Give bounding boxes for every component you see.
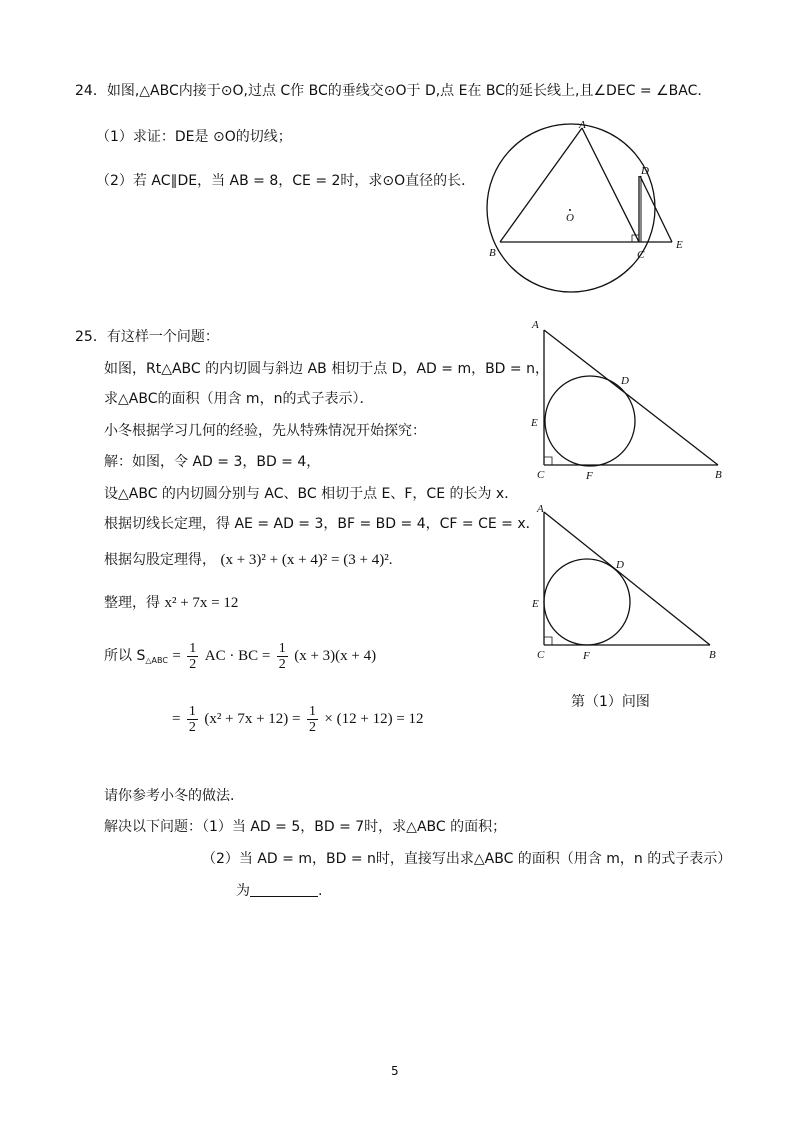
q25-line8	[104, 551, 392, 569]
q25-stem: 25．有这样一个问题：	[75, 329, 219, 345]
segment-ab	[544, 512, 710, 645]
segment-ac	[582, 128, 639, 242]
label-d: D	[621, 375, 629, 387]
label-a: A	[537, 503, 544, 515]
label-o: O	[566, 212, 574, 224]
label-d: D	[641, 165, 649, 177]
figure-caption: 第（1）问图	[571, 694, 650, 710]
fraction-half: $\frac{1}{2}$	[278, 640, 286, 672]
segment-ab	[500, 128, 582, 242]
label-e: E	[676, 239, 683, 251]
label-f: F	[583, 650, 590, 662]
label-b: B	[709, 649, 716, 661]
q24-figure	[480, 118, 710, 278]
q25-line9-math: x² + 7x = 12	[164, 595, 239, 611]
q25-line13: 解决以下问题：（1）当 AD = 5，BD = 7时，求△ABC 的面积；	[104, 819, 507, 835]
area-mid: AC · BC =	[204, 648, 271, 664]
label-e: E	[532, 598, 539, 610]
area2-eq: =	[172, 711, 181, 727]
circle-o	[487, 124, 655, 292]
q25-figure-bottom	[528, 500, 733, 670]
answer-prefix: 为	[236, 883, 250, 899]
q25-area-formula-2	[172, 703, 424, 735]
q24-stem: 24．如图,△ABC内接于⊙O,过点 C作 BC的垂线交⊙O于 D,点 E在 BC的延长线上,且∠DEC = ∠BAC.	[75, 83, 702, 99]
incircle	[545, 376, 635, 466]
fraction-half: $\frac{1}{2}$	[188, 703, 196, 735]
area-prefix: 所以 S	[104, 648, 146, 664]
area-eq: =	[172, 648, 181, 664]
area2-end: × (12 + 12) = 12	[324, 711, 424, 727]
page-number: 5	[391, 1064, 399, 1078]
right-angle-mark	[544, 457, 552, 465]
label-b: B	[715, 469, 722, 481]
q25-line2: 如图，Rt△ABC 的内切圆与斜边 AB 相切于点 D，AD = m，BD = n，	[104, 361, 549, 377]
q25-line9	[104, 594, 238, 612]
fraction-half: $\frac{1}{2}$	[308, 703, 316, 735]
q25-line14: （2）当 AD = m，BD = n时，直接写出求△ABC 的面积（用含 m，n 的式子表示）	[202, 851, 732, 867]
area-subscript: △ABC	[145, 656, 168, 665]
q25-line15	[236, 882, 322, 900]
label-a: A	[532, 319, 539, 331]
label-e: E	[531, 417, 538, 429]
answer-blank	[250, 882, 318, 897]
label-c: C	[537, 649, 545, 661]
q25-line3: 求△ABC的面积（用含 m，n的式子表示）．	[104, 391, 374, 407]
right-angle-mark	[544, 637, 552, 645]
q25-line9-text: 整理，得	[104, 595, 160, 611]
area-end: (x + 3)(x + 4)	[294, 648, 377, 664]
segment-ab	[544, 330, 718, 465]
segment-de	[640, 176, 672, 242]
area2-mid: (x² + 7x + 12) =	[204, 711, 301, 727]
label-b: B	[489, 247, 496, 259]
q25-line4: 小冬根据学习几何的经验，先从特殊情况开始探究：	[104, 423, 426, 439]
label-d: D	[616, 559, 624, 571]
label-c: C	[637, 249, 645, 261]
answer-suffix: .	[318, 883, 323, 899]
label-f: F	[586, 470, 593, 482]
q25-line8-text: 根据勾股定理得，	[104, 552, 216, 568]
label-a: A	[579, 119, 586, 131]
q25-line12: 请你参考小冬的做法.	[104, 788, 235, 804]
fraction-half: $\frac{1}{2}$	[189, 640, 197, 672]
q25-line6: 设△ABC 的内切圆分别与 AC、BC 相切于点 E、F，CE 的长为 x．	[104, 486, 519, 502]
q24-part1: （1）求证：DE是 ⊙O的切线；	[96, 129, 292, 145]
q25-line8-math: (x + 3)² + (x + 4)² = (3 + 4)².	[220, 552, 393, 568]
q24-part2: （2）若 AC∥DE，当 AB = 8，CE = 2时，求⊙O直径的长．	[96, 173, 476, 189]
center-point	[569, 209, 571, 211]
q25-line5: 解：如图，令 AD = 3，BD = 4，	[104, 454, 321, 470]
incircle	[544, 559, 630, 645]
q25-figure-top	[528, 318, 733, 488]
label-c: C	[537, 469, 545, 481]
q25-area-formula-1	[104, 640, 376, 677]
q25-line7: 根据切线长定理，得 AE = AD = 3，BF = BD = 4，CF = CE = x．	[104, 516, 540, 532]
